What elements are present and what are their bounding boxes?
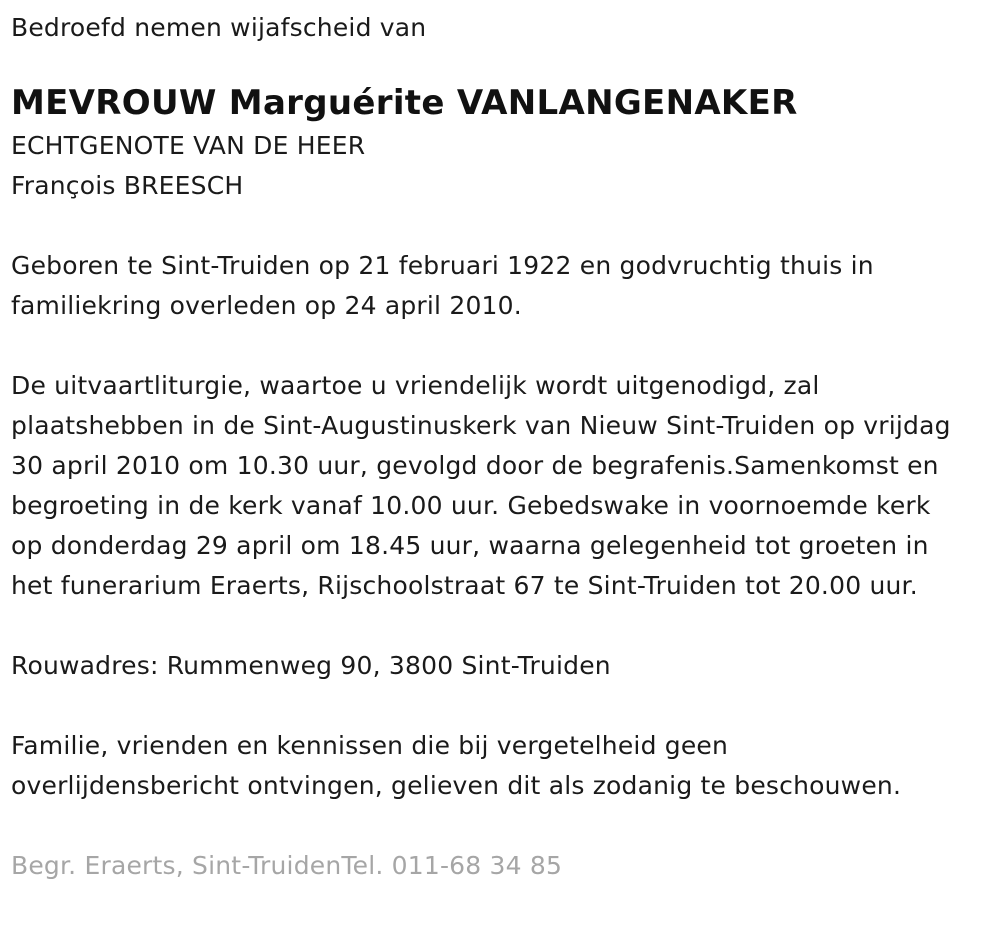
spouse-line-2: François BREESCH (11, 171, 244, 200)
spacer (11, 686, 1000, 726)
mourning-address: Rouwadres: Rummenweg 90, 3800 Sint-Truiden (11, 651, 611, 680)
spacer (11, 606, 1000, 646)
spacer (11, 206, 1000, 246)
spouse-line-1: ECHTGENOTE VAN DE HEER (11, 131, 366, 160)
funeral-paragraph: De uitvaartliturgie, waartoe u vriendelijk wordt uitgenodigd, zal plaatshebben in de Sint-Augustinuskerk van Nieuw Sint-Truiden op vrijdag 30 april 2010 om 10.30 uur, gevolgd door de begrafenis.Samenkomst en begroeting in de kerk vanaf 10.00 uur. Gebedswake in voornoemde kerk op donderdag 29 april om 18.45 uur, waarna gelegenheid tot groeten in het funerarium Eraerts, Rijschoolstraat 67 te Sint-Truiden tot 20.00 uur. (11, 371, 951, 600)
intro-text: Bedroefd nemen wijafscheid van (11, 13, 427, 42)
spacer (11, 48, 1000, 76)
spacer (11, 326, 1000, 366)
closing-note: Familie, vrienden en kennissen die bij vergetelheid geen overlijdensbericht ontvingen, gelieven dit als zodanig te beschouwen. (11, 731, 902, 800)
deceased-name: MEVROUW Marguérite VANLANGENAKER (11, 83, 798, 123)
birth-death-paragraph: Geboren te Sint-Truiden op 21 februari 1922 en godvruchtig thuis in familiekring overleden op 24 april 2010. (11, 251, 874, 320)
funeral-home-footer: Begr. Eraerts, Sint-TruidenTel. 011-68 34 85 (11, 851, 563, 880)
spacer (11, 806, 1000, 846)
